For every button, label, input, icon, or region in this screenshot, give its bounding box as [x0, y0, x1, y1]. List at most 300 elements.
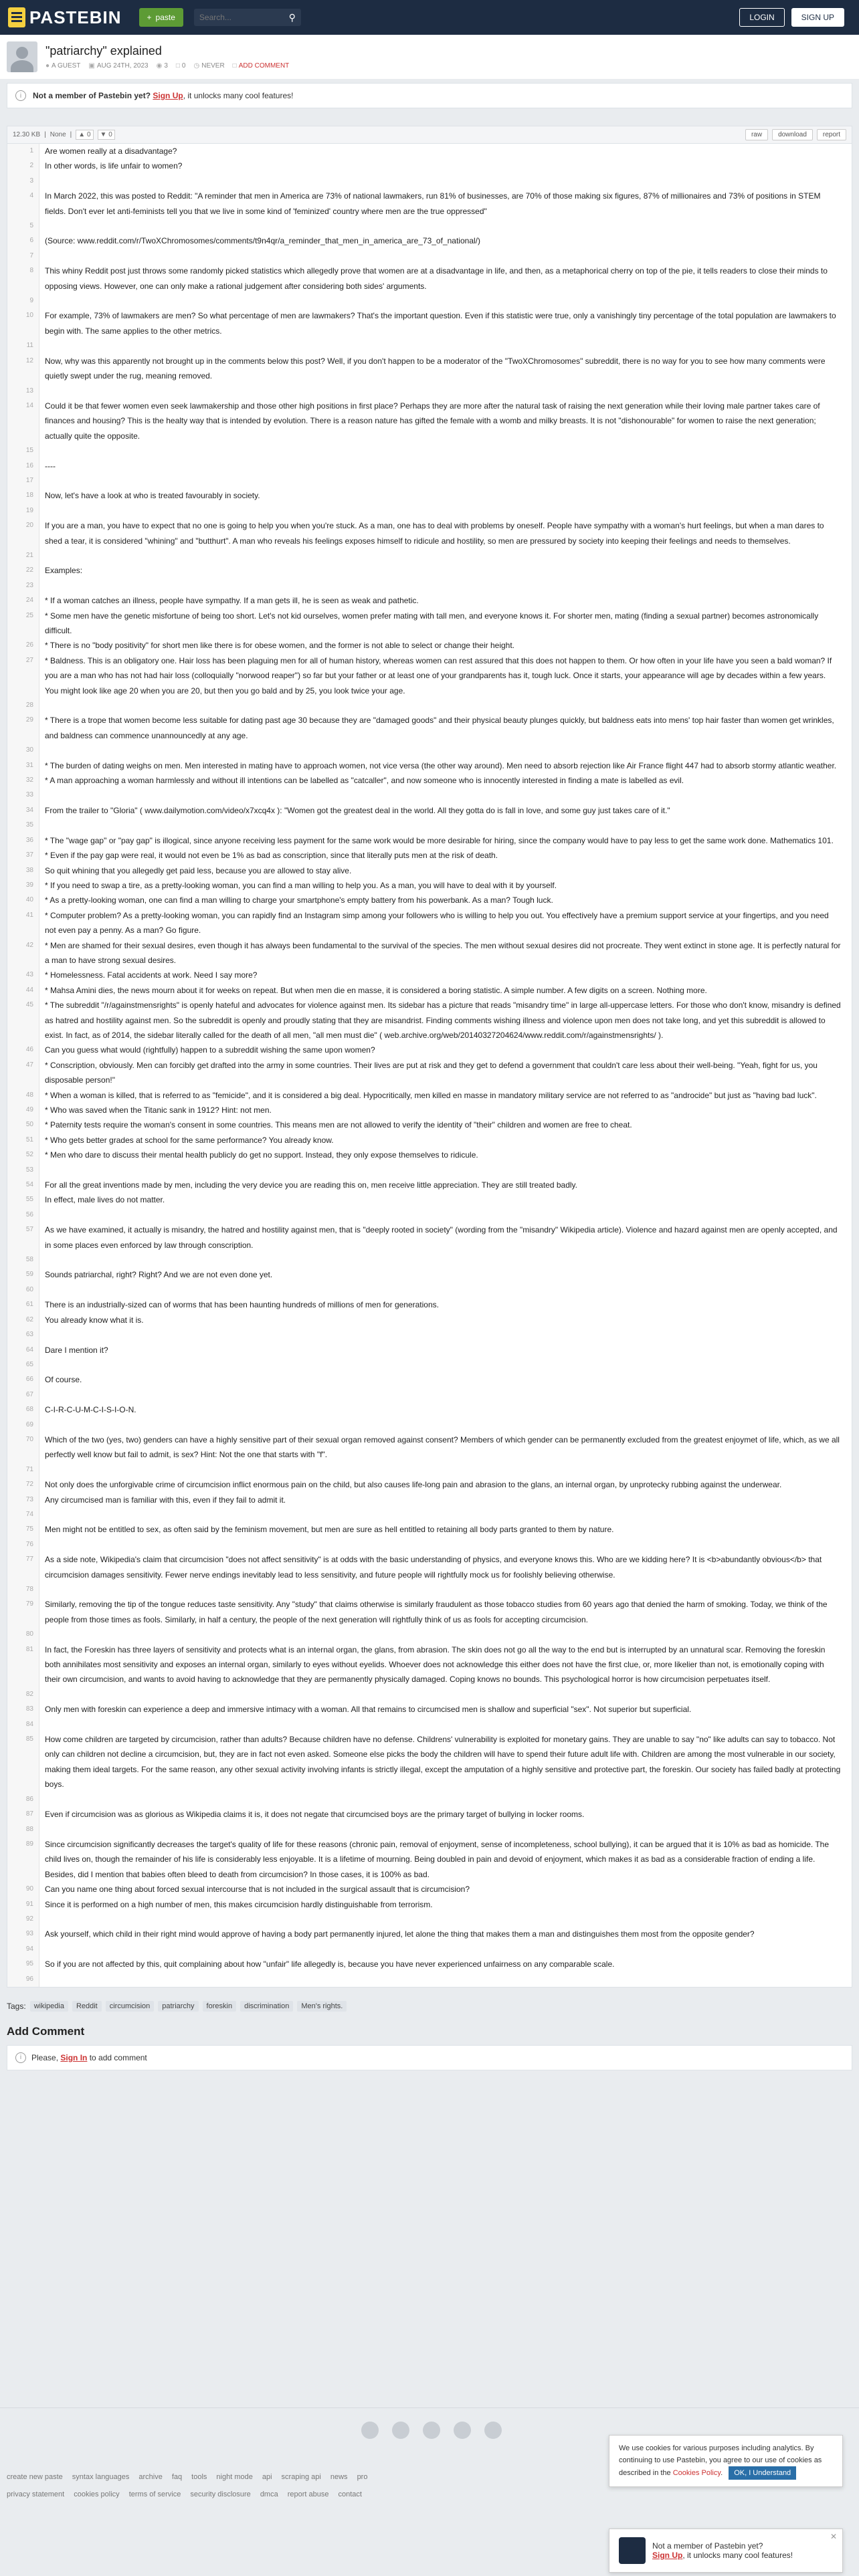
code-line — [7, 354, 852, 384]
popup-signup-link[interactable]: Sign Up — [652, 2551, 683, 2560]
code-line — [7, 443, 852, 458]
line-number: 72 — [7, 1477, 39, 1492]
signup-notice — [7, 83, 852, 108]
line-text: * Who was saved when the Titanic sank in 1912? Hint: not men. — [45, 1105, 272, 1115]
line-text — [39, 338, 56, 353]
code-line — [7, 1927, 852, 1941]
line-text: * There is no "body positivity" for short men like there is for obese women, and the former is not able to select or change their height. — [45, 641, 514, 651]
meta-views — [157, 62, 168, 70]
line-text — [39, 1972, 56, 1987]
line-number: 33 — [7, 788, 39, 802]
line-text: C-I-R-C-U-M-C-I-S-I-O-N. — [45, 1405, 136, 1415]
line-number: 65 — [7, 1358, 39, 1372]
tag[interactable]: circumcision — [106, 2001, 155, 2012]
signin-link[interactable]: Sign In — [60, 2052, 88, 2062]
line-text: * Who gets better grades at school for the same performance? You already know. — [45, 1135, 334, 1145]
line-text: * Mahsa Amini dies, the news mourn about it for weeks on repeat. But when men die en masse, it is considered a boring statistic. A simple number. A few digits on a screen. Nothing more. — [45, 985, 707, 995]
line-number: 56 — [7, 1208, 39, 1222]
line-text — [39, 294, 56, 308]
line-text — [39, 1942, 56, 1957]
footer-link[interactable]: api — [262, 2473, 272, 2481]
line-number: 32 — [7, 773, 39, 788]
line-text — [39, 1687, 56, 1702]
line-text: * Baldness. This is an obligatory one. Hair loss has been plaguing men for all of human history, whereas women can rest assured that this does not happen to them. Or how often in your life have you seen a bald woman? If you are a man who has not had hair loss (colloquially "norwood reaper") so far but your father or at least one of your grandparents has it, tough luck. Once it starts, your appearance will age by decades within a few years. You might look like age 20 when you are 20, but then you go bald and by 25, you look twice your age. — [45, 655, 832, 695]
line-text — [39, 443, 56, 458]
line-text: Similarly, removing the tip of the tongue reduces taste sensitivity. Any "study" that claims otherwise is similarly fraudulent as those tobacco studies from 60 years ago that denied the harm of smoking. Today, we think of the people from those times as fools. Similarly, in half a century, the people of the next generation will rightfully think of us as fools for accepting circumcision. — [45, 1600, 828, 1624]
code-line — [7, 998, 852, 1043]
info-icon: i — [15, 2052, 26, 2063]
info-icon: i — [15, 90, 26, 101]
tag[interactable]: discrimination — [240, 2001, 293, 2012]
code-line — [7, 818, 852, 833]
line-number: 75 — [7, 1522, 39, 1537]
code-line — [7, 1552, 852, 1582]
syntax-label[interactable]: None — [50, 131, 66, 138]
line-number: 87 — [7, 1807, 39, 1822]
footer-link[interactable]: contact — [338, 2490, 362, 2498]
code-line — [7, 1912, 852, 1927]
footer-link[interactable]: cookies policy — [74, 2490, 120, 2498]
code-line — [7, 863, 852, 878]
code-line — [7, 1837, 852, 1882]
line-number: 86 — [7, 1792, 39, 1807]
tag[interactable]: Men's rights. — [297, 2001, 347, 2012]
line-number: 93 — [7, 1927, 39, 1941]
code-line — [7, 1418, 852, 1432]
line-number: 39 — [7, 878, 39, 893]
thumbs-down-icon: ▼ — [100, 131, 107, 138]
line-number: 20 — [7, 518, 39, 548]
line-text: As we have examined, it actually is misandry, the hatred and hostility against men, that is "deeply rooted in society" (wording from the "misandry" Wikipedia article). Violence and hazard against men are openly accepted, and in some places even enforced by law through conscription. — [45, 1225, 838, 1250]
plus-icon: + — [147, 13, 152, 22]
line-number: 37 — [7, 848, 39, 863]
code-line — [7, 1882, 852, 1897]
line-number: 14 — [7, 399, 39, 443]
downvote-button[interactable] — [98, 130, 115, 140]
line-text: * If a woman catches an illness, people have sympathy. If a man gets ill, he is seen as weak and pathetic. — [45, 596, 419, 606]
code-line — [7, 1477, 852, 1492]
code-line — [7, 488, 852, 503]
line-text — [39, 1463, 56, 1477]
toolbar-separator: | — [70, 131, 72, 138]
code-line — [7, 1043, 852, 1057]
line-number: 69 — [7, 1418, 39, 1432]
line-number: 51 — [7, 1133, 39, 1148]
line-number: 7 — [7, 249, 39, 263]
social-icon[interactable] — [484, 2422, 502, 2439]
line-text — [39, 1717, 56, 1732]
download-button[interactable]: download — [772, 129, 813, 140]
line-text: This whiny Reddit post just throws some randomly picked statistics which allegedly prove that women are at a disadvantage in life, and then, as a metaphorical cherry on top of the pie, it tells readers to close their minds to opposing views. However, one can only make a rational judgement after considering both sides' arguments. — [45, 266, 828, 291]
file-size: 12.30 KB — [13, 131, 41, 138]
code-line — [7, 1402, 852, 1417]
footer-link[interactable]: syntax languages — [72, 2473, 130, 2481]
line-text — [39, 1253, 56, 1267]
popup-text — [652, 2541, 793, 2560]
toolbar-left — [13, 130, 115, 140]
search-icon[interactable]: ⚲ — [288, 11, 296, 23]
upvote-button[interactable] — [76, 130, 93, 140]
line-text: * As a pretty-looking woman, one can find a man willing to charge your smartphone's empty battery from his powerbank. As a man? Tough luck. — [45, 895, 553, 905]
line-text: Dare I mention it? — [45, 1345, 108, 1355]
line-number: 90 — [7, 1882, 39, 1897]
line-text: * Conscription, obviously. Men can forcibly get drafted into the army in some countries. Their lives are put at risk and they get to defend a government that couldn't care less about their well-being. "Yeah, fight for us, you disposable person!" — [45, 1060, 818, 1085]
footer-link[interactable]: night mode — [216, 2473, 253, 2481]
footer-link[interactable]: terms of service — [128, 2490, 181, 2498]
line-text: Can you guess what would (rightfully) happen to a subreddit wishing the same upon women? — [45, 1045, 375, 1055]
line-number: 74 — [7, 1507, 39, 1522]
code-line — [7, 459, 852, 473]
line-number: 19 — [7, 504, 39, 518]
code-line — [7, 968, 852, 982]
line-text: Examples: — [45, 566, 83, 576]
line-number: 16 — [7, 459, 39, 473]
code-line — [7, 1432, 852, 1463]
line-text: Could it be that fewer women even seek lawmakership and those other high positions in first place? Perhaps they are more after the natural task of raising the next generation while their loving male partner takes care of finances and housing? This is the healty way that is intended by evolution. There is a reason nature has gifted the female with a womb and milky breasts. It is not "dishonourable" for women to raise the next generation; actually quite the opposite. — [45, 401, 820, 441]
line-text: Since circumcision significantly decreases the target's quality of life for these reasons (chronic pain, removal of enjoyment, sense of incompleteness, school bullying), it can be argued that it is 10% as bad as homicide. The child lives on, though the remainder of his life is considerably less enjoyable. It is a lifetime of mourning. Being doubled in pain and devoid of enjoyment, which makes it as bad as a considerable fraction of ending a life. Besides, did I mention that babies often bleed to death from circumcision? In those cases, it is 100% as bad. — [45, 1839, 830, 1879]
line-text — [39, 788, 56, 802]
code-line — [7, 1972, 852, 1987]
line-number: 27 — [7, 653, 39, 698]
notice-signup-link[interactable]: Sign Up — [153, 91, 183, 100]
popup-suffix: , it unlocks many cool features! — [682, 2551, 793, 2560]
code-line — [7, 848, 852, 863]
line-text: Men might not be entitled to sex, as often said by the feminism movement, but men are sure as hell entitled to retaining all body parts granted to them by nature. — [45, 1525, 614, 1535]
code-line — [7, 1897, 852, 1912]
code-line — [7, 1507, 852, 1522]
user-icon: ● — [45, 62, 50, 70]
code-line — [7, 833, 852, 848]
line-text: * Even if the pay gap were real, it would not even be 1% as bad as conscription, since that literally puts men at the risk of death. — [45, 851, 498, 861]
line-number: 61 — [7, 1297, 39, 1312]
line-text: * When a woman is killed, that is referred to as "femicide", and it is considered a big deal. Hypocritically, men killed en masse in mandatory military service are not referred to as "androcide" but just as "having bad luck". — [45, 1090, 817, 1100]
code-line — [7, 144, 852, 158]
code-line — [7, 308, 852, 338]
author-name: A GUEST — [52, 62, 81, 70]
line-number: 18 — [7, 488, 39, 503]
code-line — [7, 189, 852, 219]
line-text — [39, 578, 56, 593]
code-line — [7, 758, 852, 773]
line-text — [39, 1327, 56, 1342]
line-text — [39, 1507, 56, 1522]
social-icon[interactable] — [423, 2422, 440, 2439]
line-number: 76 — [7, 1537, 39, 1552]
line-number: 11 — [7, 338, 39, 353]
code-line — [7, 1358, 852, 1372]
line-text — [39, 1418, 56, 1432]
line-number: 45 — [7, 998, 39, 1043]
meta-author — [45, 62, 80, 70]
line-text — [39, 1627, 56, 1642]
add-comment-link[interactable] — [233, 62, 290, 70]
signup-popup — [609, 2529, 843, 2573]
line-text: In fact, the Foreskin has three layers of sensitivity and protects what is an internal organ, the glans, from abrasion. The skin does not go all the way to the end but is interrupted by an unnatural scar. Removing the foreskin both annihilates most sensitivity and exposes an internal organ, similarly to eyes without eyelids. Whoever does not acknowledge this either does not have the first clue, or, more likelier than not, is emotionally coping with their own circumcision, and wants to avoid having to acknowledge that they are permanently physically damaged. Coping knows no bounds. This psychological horror is how circumcision perpetuates itself. — [45, 1644, 826, 1685]
notice-suffix: , it unlocks many cool features! — [183, 91, 294, 100]
code-line — [7, 609, 852, 639]
line-number: 68 — [7, 1402, 39, 1417]
code-line — [7, 578, 852, 593]
line-number: 50 — [7, 1117, 39, 1132]
logo-text: PASTEBIN — [29, 7, 122, 27]
line-number: 40 — [7, 893, 39, 907]
tag[interactable]: foreskin — [203, 2001, 237, 2012]
footer-link[interactable]: dmca — [260, 2490, 278, 2498]
paste-meta — [45, 62, 289, 70]
line-number: 96 — [7, 1972, 39, 1987]
line-text: As a side note, Wikipedia's claim that circumcision "does not affect sensitivity" is at odds with the basic understanding of physics, and everyone knows this. Who are we kidding here? It is <b>abundantly obvious</b> that circumcision damages sensitivity. Fewer nerve endings inevitably lead to less sensitivity, and future people will rightfully mock us for foolishly believing otherwise. — [45, 1555, 822, 1580]
code-line — [7, 1537, 852, 1552]
line-text: So quit whining that you allegedly get paid less, because you are allowed to stay alive. — [45, 865, 352, 875]
line-text: Now, why was this apparently not brought up in the comments below this post? Well, if you don't happen to be a moderator of the "TwoXChromosomes" subreddit, there is no way for you to see how many comments were quietly swept under the rug, meaning removed. — [45, 356, 826, 381]
add-comment-label: ADD COMMENT — [238, 62, 290, 70]
line-number: 31 — [7, 758, 39, 773]
line-number: 52 — [7, 1148, 39, 1162]
code-line — [7, 743, 852, 758]
footer — [0, 2407, 859, 2576]
footer-link[interactable]: privacy statement — [7, 2490, 65, 2498]
code-line — [7, 1208, 852, 1222]
notice-text — [33, 91, 293, 100]
code-line — [7, 1133, 852, 1148]
code-line — [7, 1687, 852, 1702]
code-line — [7, 1522, 852, 1537]
line-text: Since it is performed on a high number of men, this makes circumcision hardly distinguishable from terrorism. — [45, 1899, 433, 1909]
line-text: Are women really at a disadvantage? — [45, 146, 177, 156]
line-text: * There is a trope that women become less suitable for dating past age 30 because they are "damaged goods" and their physical beauty plunges quickly, but baldness eats into mens' top hair faster than women get wrinkles, and baldness can commence unannouncedly at any age. — [45, 716, 834, 740]
pastebin-logo[interactable] — [8, 7, 122, 28]
footer-link[interactable]: news — [330, 2473, 348, 2481]
footer-link[interactable]: archive — [138, 2473, 163, 2481]
footer-link[interactable]: security disclosure — [190, 2490, 251, 2498]
code-line — [7, 1192, 852, 1207]
comment-add-icon: □ — [232, 62, 237, 70]
code-line — [7, 1627, 852, 1642]
line-number: 79 — [7, 1597, 39, 1627]
report-button[interactable]: report — [817, 129, 846, 140]
code-line — [7, 473, 852, 488]
footer-link[interactable]: tools — [191, 2473, 207, 2481]
footer-link[interactable]: scraping api — [281, 2473, 321, 2481]
code-line — [7, 504, 852, 518]
line-number: 73 — [7, 1493, 39, 1507]
expiry-value: NEVER — [201, 62, 225, 70]
line-text: How come children are targeted by circumcision, rather than adults? Because children have no defense. Childrens' vulnerability is exploited for monetary gains. They are unable to say "no" like adults can say to tobacco. Not only can children not decline a circumcision, but, they are in fact not even asked. Someone else picks the body the children will have to spend their future adult life with. Children are among the most vulnerable in our society, making them ideal targets. For the same reason, any other sexual activity involving infants is strictly illegal, except the amputation of a highly sensitive and protective part, the foreskin. Our society has failed badly at protecting boys. — [45, 1735, 841, 1790]
line-text: (Source: www.reddit.com/r/TwoXChromosomes/comments/t9n4qr/a_reminder_that_men_in_america_are_73_of_national/) — [45, 236, 480, 246]
meta-date — [88, 62, 148, 70]
raw-button[interactable]: raw — [745, 129, 768, 140]
code-line — [7, 1642, 852, 1687]
line-number: 34 — [7, 803, 39, 818]
comment-notice-prefix: Please, — [31, 2052, 59, 2062]
line-number: 23 — [7, 578, 39, 593]
clock-icon: ◷ — [193, 62, 200, 70]
new-paste-button[interactable] — [139, 8, 183, 27]
add-comment-heading: Add Comment — [7, 2024, 85, 2038]
line-text: Now, let's have a look at who is treated favourably in society. — [45, 491, 260, 501]
code-line — [7, 773, 852, 788]
code-line — [7, 548, 852, 563]
code-line — [7, 653, 852, 698]
footer-link[interactable]: report abuse — [287, 2490, 329, 2498]
notice-prefix: Not a member of Pastebin yet? — [33, 91, 151, 100]
line-text: * A man approaching a woman harmlessly and without ill intentions can be labelled as "catcaller", and now someone who is innocently interested in finding a mate is labelled as evil. — [45, 776, 684, 786]
line-number: 94 — [7, 1942, 39, 1957]
code-line — [7, 938, 852, 968]
line-number: 43 — [7, 968, 39, 982]
code-line — [7, 1702, 852, 1717]
footer-link[interactable]: pro — [357, 2473, 368, 2481]
code-line — [7, 1283, 852, 1297]
line-text: Sounds patriarchal, right? Right? And we are not even done yet. — [45, 1270, 273, 1280]
upvote-count: 0 — [86, 131, 91, 138]
cookies-policy-link[interactable]: Cookies Policy — [672, 2469, 721, 2477]
thumbs-up-icon: ▲ — [78, 131, 86, 138]
line-text: In effect, male lives do not matter. — [45, 1195, 165, 1205]
line-text: There is an industrially-sized can of worms that has been haunting hundreds of millions of men for generations. — [45, 1300, 439, 1310]
line-number: 62 — [7, 1313, 39, 1327]
views-count: 3 — [164, 62, 168, 70]
line-number: 4 — [7, 189, 39, 219]
line-number: 80 — [7, 1627, 39, 1642]
code-line — [7, 1372, 852, 1387]
line-text: * Men who dare to discuss their mental health publicly do get no support. Instead, they only expose themselves to ridicule. — [45, 1150, 478, 1160]
paste-content — [7, 144, 852, 1988]
line-text: * The "wage gap" or "pay gap" is illogical, since anyone receiving less payment for the same work would be more desirable for hiring, since the company would have to pay less to get the same work done. Mathematics 101. — [45, 835, 834, 845]
code-line — [7, 1957, 852, 1971]
code-line — [7, 263, 852, 294]
paste-button-label: paste — [155, 13, 175, 22]
code-line — [7, 1807, 852, 1822]
line-number: 10 — [7, 308, 39, 338]
line-number: 30 — [7, 743, 39, 758]
tag[interactable]: wikipedia — [30, 2001, 68, 2012]
line-number: 64 — [7, 1343, 39, 1358]
code-line — [7, 1088, 852, 1103]
downvote-count: 0 — [108, 131, 112, 138]
footer-link[interactable]: faq — [171, 2473, 183, 2481]
line-number: 91 — [7, 1897, 39, 1912]
signup-button[interactable]: SIGN UP — [791, 8, 844, 27]
line-text — [39, 249, 56, 263]
tag[interactable]: Reddit — [72, 2001, 102, 2012]
line-text — [39, 743, 56, 758]
social-icon[interactable] — [392, 2422, 409, 2439]
code-line — [7, 1388, 852, 1402]
login-button[interactable]: LOGIN — [739, 8, 784, 27]
line-text: Can you name one thing about forced sexual intercourse that is not included in the surgical assault that is circumcision? — [45, 1885, 470, 1895]
line-number: 17 — [7, 473, 39, 488]
search-input[interactable] — [199, 13, 280, 22]
line-text: * Paternity tests require the woman's consent in some countries. This means men are not allowed to verify the identity of "their" children and women are free to cheat. — [45, 1120, 632, 1130]
footer-link[interactable]: create new paste — [7, 2473, 63, 2481]
line-number: 36 — [7, 833, 39, 848]
line-number: 58 — [7, 1253, 39, 1267]
code-line — [7, 233, 852, 248]
close-icon[interactable]: ✕ — [830, 2532, 837, 2541]
code-line — [7, 908, 852, 938]
line-text: In other words, is life unfair to women? — [45, 161, 183, 171]
line-number: 81 — [7, 1642, 39, 1687]
line-number: 49 — [7, 1103, 39, 1117]
line-number: 66 — [7, 1372, 39, 1387]
line-text — [39, 174, 56, 189]
code-line — [7, 219, 852, 233]
line-text: * The subreddit "/r/againstmensrights" is openly hateful and advocates for violence against men. Its sidebar has a picture that reads "misandry time" in large all-uppercase letters. For those who don't know, misandry is defined as hatred and hostility against men. So the subreddit is openly and proudly stating that they are misandrist. Finding comments wishing illness and violence upon men does not take long, and yet this subreddit is allowed to exist. In fact, as of 2014, the sidebar literally called for the death of all men, "all men must die" ( web.archive.org/web/20140327204624/www.reddit.com/r/againstmensrights/ ). — [45, 1000, 841, 1040]
paste-title: "patriarchy" explained — [45, 44, 162, 58]
line-text — [39, 473, 56, 488]
line-number: 9 — [7, 294, 39, 308]
line-text — [39, 698, 56, 713]
line-number: 1 — [7, 144, 39, 158]
code-line — [7, 1253, 852, 1267]
code-line — [7, 1163, 852, 1178]
code-line — [7, 1222, 852, 1253]
line-text: ---- — [45, 461, 56, 471]
auth-buttons — [739, 8, 844, 27]
code-line — [7, 893, 852, 907]
paste-date: AUG 24TH, 2023 — [96, 62, 149, 70]
line-number: 83 — [7, 1702, 39, 1717]
tags-label: Tags: — [7, 2001, 26, 2011]
line-number: 82 — [7, 1687, 39, 1702]
popup-prefix: Not a member of Pastebin yet? — [652, 2541, 763, 2551]
paste-info — [0, 35, 859, 79]
social-icon[interactable] — [361, 2422, 379, 2439]
line-number: 35 — [7, 818, 39, 833]
line-number: 88 — [7, 1822, 39, 1837]
line-text: Even if circumcision was as glorious as Wikipedia claims it is, it does not negate that circumcised boys are the primary target of bullying in locker rooms. — [45, 1810, 585, 1820]
cookie-ok-button[interactable]: OK, I Understand — [729, 2466, 796, 2480]
line-number: 28 — [7, 698, 39, 713]
line-text — [39, 1163, 56, 1178]
toolbar-separator: | — [44, 131, 46, 138]
toolbar-right — [745, 129, 846, 140]
line-number: 63 — [7, 1327, 39, 1342]
line-text — [39, 1537, 56, 1552]
code-line — [7, 1267, 852, 1282]
cookie-banner: We use cookies for various purposes including analytics. By continuing to use Pastebin, you agree to our use of cookies as described in the Cookies Policy. OK, I Understand — [609, 2435, 843, 2487]
code-line — [7, 1792, 852, 1807]
top-navbar — [0, 0, 859, 35]
code-line — [7, 1117, 852, 1132]
line-text — [39, 384, 56, 399]
line-number: 38 — [7, 863, 39, 878]
footer-links-row — [7, 2468, 377, 2486]
code-line — [7, 518, 852, 548]
line-number: 89 — [7, 1837, 39, 1882]
line-number: 41 — [7, 908, 39, 938]
line-number: 24 — [7, 593, 39, 608]
line-text — [39, 1208, 56, 1222]
line-number: 53 — [7, 1163, 39, 1178]
meta-comments — [176, 62, 186, 70]
line-text: Any circumcised man is familiar with this, even if they fail to admit it. — [45, 1495, 286, 1505]
line-number: 70 — [7, 1432, 39, 1463]
line-number: 21 — [7, 548, 39, 563]
tag[interactable]: patriarchy — [158, 2001, 198, 2012]
code-line — [7, 593, 852, 608]
pastebin-logo-icon — [619, 2537, 646, 2564]
social-icon[interactable] — [454, 2422, 471, 2439]
line-text: * If you need to swap a tire, as a pretty-looking woman, you can find a man willing to help you. As a man, you will have to deal with it by yourself. — [45, 880, 557, 890]
line-number: 47 — [7, 1058, 39, 1088]
cookie-text: We use cookies for various purposes including analytics. By continuing to use Pastebin, you agree to our use of cookies as described in the — [619, 2444, 822, 2477]
line-text: From the trailer to "Gloria" ( www.dailymotion.com/video/x7xcq4x ): "Women got the greatest deal in the world. All they gotta do is fall in love, and some guy just takes care of it." — [45, 805, 670, 815]
line-number: 57 — [7, 1222, 39, 1253]
line-number: 8 — [7, 263, 39, 294]
line-number: 46 — [7, 1043, 39, 1057]
